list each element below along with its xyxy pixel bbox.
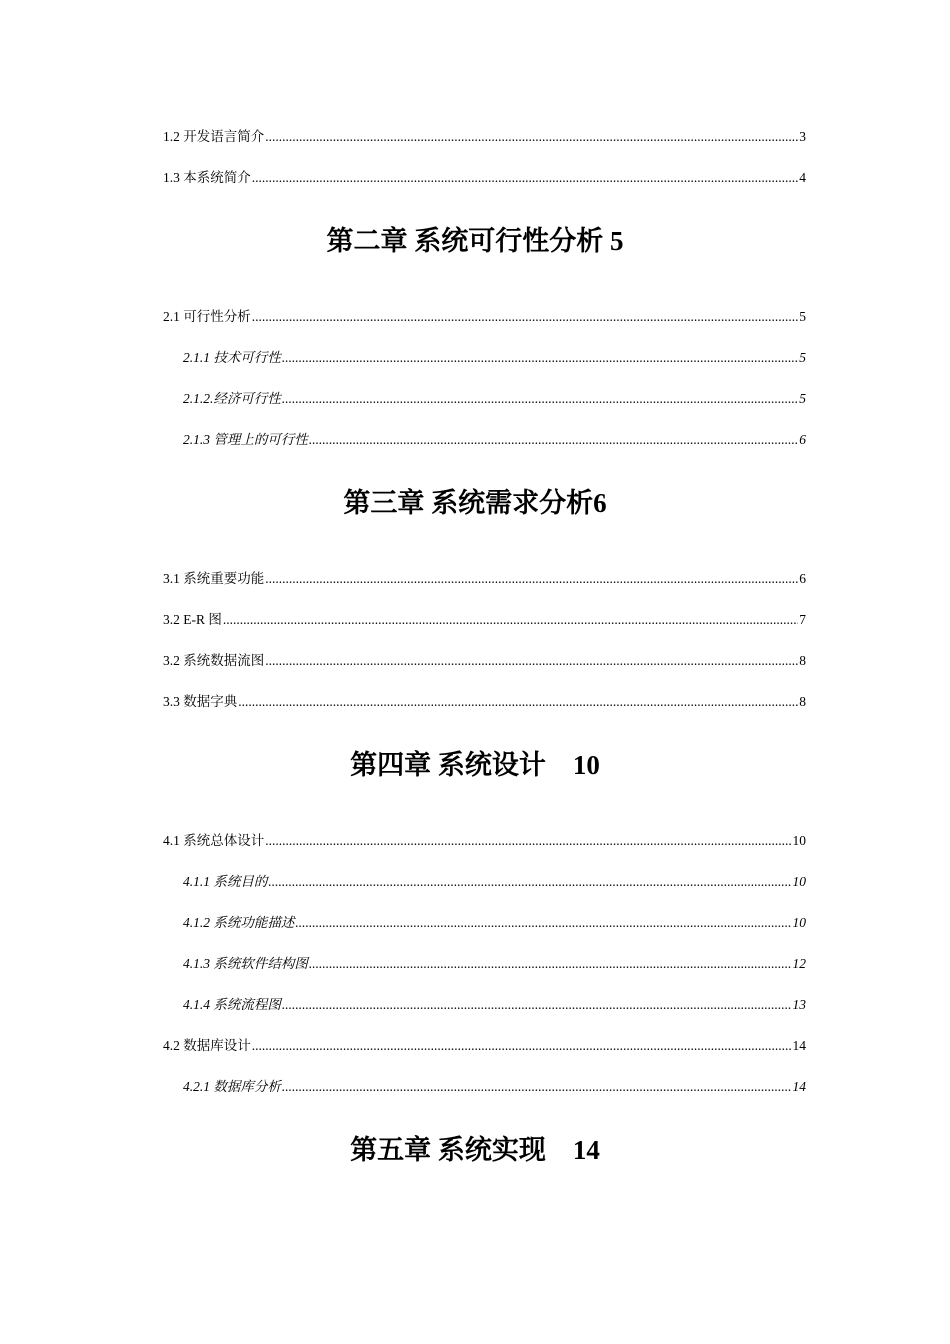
toc-subentry[interactable] [183, 996, 806, 1014]
toc-entry[interactable] [163, 652, 806, 670]
toc-entry[interactable] [163, 1037, 806, 1055]
chapter-heading[interactable]: 第三章 系统需求分析6 [343, 488, 607, 518]
toc-leader [309, 955, 792, 973]
toc-entry-label: 4.1.2 系统功能描述 [183, 915, 295, 930]
chapter-heading[interactable]: 第二章 系统可行性分析 5 [326, 226, 624, 256]
toc-entry-label: 4.1.3 系统软件结构图 [183, 956, 308, 971]
toc-entry[interactable] [163, 128, 806, 146]
toc-entry[interactable] [163, 308, 806, 326]
toc-entry[interactable] [163, 169, 806, 187]
toc-entry-page: 5 [799, 309, 806, 324]
toc-leader [282, 996, 792, 1014]
toc-entry-page: 6 [799, 432, 806, 447]
toc-entry-page: 10 [792, 874, 806, 889]
toc-entry-label: 3.2 系统数据流图 [163, 653, 265, 668]
toc-entry-label: 2.1.1 技术可行性 [183, 350, 281, 365]
toc-leader [265, 832, 791, 850]
toc-entry-label: 4.2.1 数据库分析 [183, 1079, 281, 1094]
toc-subentry[interactable] [183, 873, 806, 891]
toc-entry-label: 2.1.2.经济可行性 [183, 391, 281, 406]
toc-leader [282, 349, 798, 367]
toc-entry-label: 4.1 系统总体设计 [163, 833, 265, 848]
toc-entry-page: 5 [799, 391, 806, 406]
toc-subentry[interactable] [183, 1078, 806, 1096]
toc-entry[interactable] [163, 693, 806, 711]
toc-leader [265, 652, 798, 670]
toc-subentry[interactable] [183, 914, 806, 932]
toc-leader [252, 169, 799, 187]
chapter-heading[interactable]: 第五章 系统实现 14 [350, 1135, 600, 1165]
toc-leader [265, 128, 798, 146]
toc-entry-label: 4.2 数据库设计 [163, 1038, 251, 1053]
toc-entry-page: 14 [792, 1038, 806, 1053]
toc-leader [282, 1078, 792, 1096]
toc-entry-label: 1.3 本系统简介 [163, 170, 251, 185]
toc-subentry[interactable] [183, 390, 806, 408]
toc-leader [268, 873, 791, 891]
toc-leader [238, 693, 798, 711]
chapter-heading[interactable]: 第四章 系统设计 10 [350, 750, 600, 780]
toc-entry-page: 13 [792, 997, 806, 1012]
toc-entry-label: 3.2 E-R 图 [163, 612, 222, 627]
toc-entry-page: 4 [799, 170, 806, 185]
toc-entry-page: 10 [792, 833, 806, 848]
toc-entry[interactable] [163, 611, 806, 629]
toc-entry-page: 8 [799, 653, 806, 668]
toc-entry-label: 4.1.4 系统流程图 [183, 997, 281, 1012]
toc-entry-label: 1.2 开发语言简介 [163, 129, 265, 144]
toc-entry-label: 2.1 可行性分析 [163, 309, 251, 324]
toc-leader [252, 308, 799, 326]
toc-subentry[interactable] [183, 431, 806, 449]
toc-entry-page: 14 [792, 1079, 806, 1094]
toc-entry-page: 6 [799, 571, 806, 586]
toc-entry-page: 3 [799, 129, 806, 144]
toc-leader [309, 431, 798, 449]
toc-entry-page: 5 [799, 350, 806, 365]
toc-entry-page: 10 [792, 915, 806, 930]
toc-subentry[interactable] [183, 955, 806, 973]
toc-entry-page: 8 [799, 694, 806, 709]
toc-entry-label: 2.1.3 管理上的可行性 [183, 432, 308, 447]
toc-entry-page: 12 [792, 956, 806, 971]
toc-entry[interactable] [163, 832, 806, 850]
toc-leader [295, 914, 791, 932]
toc-leader [282, 390, 798, 408]
toc-entry-page: 7 [799, 612, 806, 627]
toc-entry-label: 3.3 数据字典 [163, 694, 238, 709]
toc-entry[interactable] [163, 570, 806, 588]
toc-entry-label: 3.1 系统重要功能 [163, 571, 265, 586]
toc-leader [265, 570, 798, 588]
toc-subentry[interactable] [183, 349, 806, 367]
toc-leader [223, 611, 798, 629]
toc-entry-label: 4.1.1 系统目的 [183, 874, 268, 889]
toc-leader [252, 1037, 792, 1055]
